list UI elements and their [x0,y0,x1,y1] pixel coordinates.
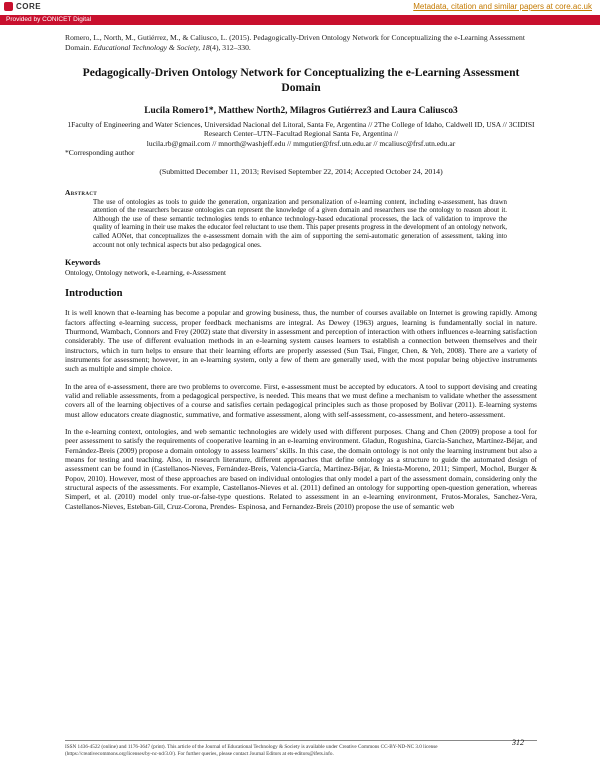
introduction-heading: Introduction [65,288,123,300]
core-logo-icon [4,2,13,11]
page-number: 312 [512,738,524,747]
keywords-text: Ontology, Ontology network, e-Learning, e-Assessment [65,269,227,278]
metadata-link[interactable]: Metadata, citation and similar papers at core.ac.uk [413,2,592,11]
keywords-heading: Keywords [65,258,101,268]
paper-title: Pedagogically-Driven Ontology Network for Conceptualizing the e-Learning Assessment Domain [82,66,520,94]
footer-license: ISSN 1436-4522 (online) and 1176-3647 (print). This article of the Journal of Educational Technology & Society is available under Creative Commons CC-BY-ND-NC 3.0 license (https://creativecommons.org/licenses/by-nc-nd/3.0/). For further queries, please contact Journal Editors at ets-editors@ifets.info. [65,744,438,757]
citation [65,33,537,52]
intro-paragraph: It is well known that e-learning has become a popular and growing business, thus, the number of courses available on Internet is growing rapidly. Among factors affecting e-learning success, proper feedback mechanisms are integral. As Dewey (1963) argues, learning is fundamentally social in nature. Thurmond, Wambach, Connors and Frey (2002) state that diversity in assessment and perception of interaction with others influences e-learning satisfaction considerably. The use of different evaluation methods in an e-learning system causes learners to establish a connection between themselves and their instructors, which in turn helps to ensure that their learning efforts are properly assessed (Sun Tsai, Finger, Chen, & Yeh, 2008). There are a variety of instruments for assessment; however, in an e-learning system, only a few of them are generally used, with the most popular being objective instruments such as multiple and simple choice. [65,308,537,374]
abstract-heading: Abstract [65,187,98,197]
paper-page [65,33,537,511]
author-list: Lucila Romero1*, Matthew North2, Milagros Gutiérrez3 and Laura Caliusco3 [144,106,458,116]
intro-paragraph: In the e-learning context, ontologies, and web semantic technologies are widely used with different purposes. Chang and Chen (2009) propose a tool for peer assessment to satisfy the requirements of cooperative learning in an e-learning environment. Gladun, Rogushina, García-Sanchez, Martínez-Béjar, and Fernández-Breis (2009) propose a domain ontology to assess learners’ skills. In this case, the domain ontology is not only the learning instrument but also a means for testing and teaching. Also, in research literature, different approaches that define ontology as a structure to guide the automated design of assessment can be found in (Castellanos-Nieves, Fernández-Breis, Valencia-García, Martínez-Béjar, & Iniesta-Moreno, 2011; Simperl, Mochol, Burger & Popov, 2010). However, most of these approaches are based on individual ontologies that only model a part of the assessment domain, considering only the structural aspects of the assessments. For example, Castellanos-Nieves et al. (2011) defined an ontology for supporting open-question generation, whereas Simperl, et al. (2010) model only true-or-false-type questions. Related to assessment in an e-learning environment, Frutos-Morales, Sanchez-Vera, Castellanos-Nieves, Esteban-Gil, Cruz-Corona, Prendes- Espinosa, and Fernandez-Breis (2010) propose the use of semantic web [65,426,537,511]
affiliations [65,120,537,148]
submission-dates: (Submitted December 11, 2013; Revised September 22, 2014; Accepted October 24, 2014) [159,166,443,176]
core-logo-text: CORE [16,2,42,11]
citation-suffix: (4), 312–330. [209,42,251,52]
footer-divider [65,740,537,741]
corresponding-author: *Corresponding author [65,148,135,158]
provider-text[interactable]: Provided by CONICET Digital [6,16,92,23]
core-header-bar [0,0,600,14]
core-logo[interactable] [4,2,41,11]
citation-prefix: Romero, L., North, M., Gutiérrez, M., & Caliusco, L. (2015). Pedagogically-Driven Ontology Network for Conceptualizing the e-Learning Assessment Domain. [65,33,525,52]
email-line: lucila.rb@gmail.com // mnorth@washjeff.edu // mmgutier@frsf.utn.edu.ar // mcaliusc@frsf.utn.edu.ar [146,138,456,148]
abstract-text: The use of ontologies as tools to guide the generation, organization and personalization of e-learning content, including e-assessment, has drawn attention of the researchers because ontologies can represent the knowledge of a given domain and researchers use the ontology to reason about it. Although the use of these semantic technologies tends to enhance technology-based educational processes, the lack of validation to improve the quality of learning in their use makes the educator feel reluctant to use them. This paper presents progress in the development of an ontology network, called AONet, that conceptualizes the e-assessment domain with the aim of supporting the semi-automatic generation of assessment, taking into account not only technical aspects but also pedagogical ones. [93,198,507,249]
citation-journal: Educational Technology & Society, 18 [93,42,210,52]
affiliation-line: 1Faculty of Engineering and Water Sciences, Universidad Nacional del Litoral, Santa Fe, Argentina // 2The College of Idaho, Caldwell ID, USA // 3CIDISI Research Center–UTN–Facultad Regional Santa Fe, Argentina // [67,120,535,139]
intro-paragraph: In the area of e-assessment, there are two problems to overcome. First, e-assessment must be accepted by educators. A tool to support devising and creating valid and reliable assessments, from a pedagogical perspective, is needed. This means that we must define a mechanism to validate whether the assessment covers all of the learning objectives of a course and satisfies certain pedagogical principles such as those proposed by Bolivar (2011). E-learning systems must allow educators create diagnostic, summative, and formative assessment, along with self-assessment, co-assessment, and hetero-assessment. [65,381,537,419]
provider-bar [0,15,600,25]
